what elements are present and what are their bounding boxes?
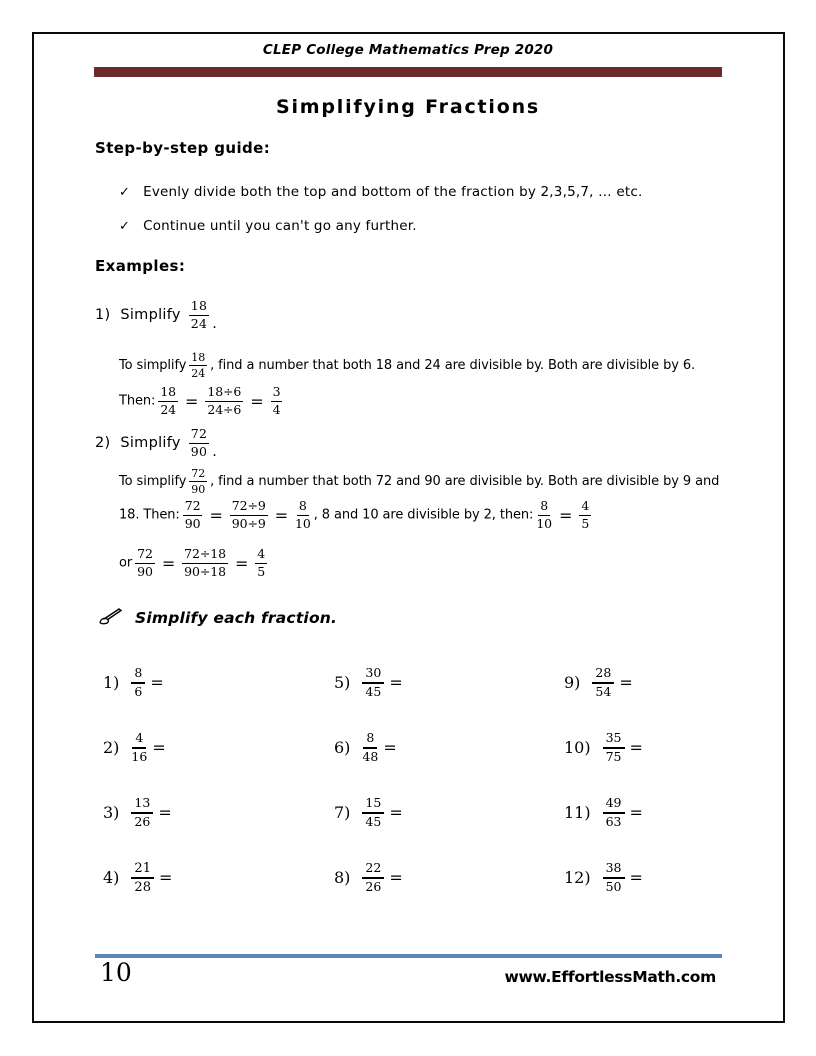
numerator: 8: [538, 500, 550, 516]
denominator: 63: [605, 813, 622, 829]
denominator: 48: [362, 748, 379, 764]
bullet-text: Evenly divide both the top and bottom of the fraction by 2,3,5,7, … etc.: [143, 184, 643, 200]
numerator: 72: [183, 500, 203, 516]
website-link[interactable]: www.EffortlessMath.com: [504, 968, 716, 986]
fraction: [536, 500, 552, 530]
problem-5: [334, 650, 564, 715]
equals-sign: =: [250, 391, 264, 411]
problem-11: [564, 780, 744, 845]
denominator: 5: [581, 515, 590, 531]
denominator: 54: [595, 683, 612, 699]
fraction: [579, 500, 591, 530]
page-title: Simplifying Fractions: [275, 96, 541, 118]
numerator: 30: [362, 667, 384, 684]
text-segment: 18. Then:: [119, 507, 180, 523]
prompt-word: Simplify: [120, 307, 181, 323]
check-icon: ✓: [119, 185, 131, 200]
numerator: 35: [603, 732, 625, 749]
example-1-prompt: [95, 300, 217, 330]
fraction: [205, 386, 243, 416]
fraction: [255, 548, 267, 578]
fraction: [182, 548, 228, 578]
problem-fraction: [131, 667, 145, 698]
problem-3: [103, 780, 334, 845]
numerator: 18: [158, 386, 178, 402]
problem-fraction: [603, 797, 625, 828]
numerator: 72: [135, 548, 155, 564]
denominator: 45: [365, 683, 382, 699]
numerator: 3: [271, 386, 283, 402]
problem-number: 6): [334, 738, 351, 757]
problem-9: [564, 650, 744, 715]
problem-number: 5): [334, 673, 351, 692]
problem-number: 4): [103, 868, 120, 887]
denominator: 5: [257, 563, 266, 579]
denominator: 90: [137, 563, 153, 579]
denominator: 50: [605, 878, 622, 894]
problem-6: [334, 715, 564, 780]
numerator: 18: [189, 300, 210, 316]
denominator: 10: [536, 515, 553, 531]
denominator: 90÷9: [231, 515, 266, 531]
problems-grid: [103, 650, 744, 910]
text-segment: To simplify: [119, 474, 187, 489]
denominator: 90÷18: [184, 563, 226, 579]
page-number: 10: [100, 958, 132, 987]
equals-sign: =: [161, 553, 176, 573]
problem-number: 2): [103, 738, 120, 757]
numerator: 72: [189, 428, 210, 444]
problem-fraction: [131, 732, 147, 763]
text-segment: , find a number that both 72 and 90 are divisible by. Both are divisible by 9 and: [210, 474, 720, 489]
numerator: 72: [191, 467, 206, 480]
fraction: [189, 352, 207, 379]
problem-number: 10): [564, 738, 591, 757]
denominator: 26: [134, 813, 151, 829]
prompt-word: Simplify: [120, 435, 181, 451]
numerator: 72÷9: [230, 500, 268, 516]
text-segment: , 8 and 10 are divisible by 2, then:: [313, 507, 534, 523]
fraction: [189, 468, 207, 495]
problem-8: [334, 845, 564, 910]
fraction: [189, 428, 210, 458]
denominator: 10: [295, 515, 311, 531]
equals-sign: =: [559, 505, 573, 525]
problem-fraction: [603, 732, 625, 763]
equals-sign: =: [234, 553, 249, 573]
book-title: CLEP College Mathematics Prep 2020: [262, 42, 554, 58]
fraction: [158, 386, 178, 416]
equals-sign: =: [150, 673, 164, 692]
problem-number: 7): [334, 803, 351, 822]
denominator: 90: [190, 443, 208, 459]
numerator: 38: [603, 862, 625, 879]
problem-fraction: [131, 862, 154, 894]
numerator: 49: [603, 797, 625, 814]
numerator: 21: [131, 862, 154, 879]
denominator: 45: [365, 813, 382, 829]
examples-heading: Examples:: [95, 257, 186, 275]
numerator: 8: [297, 500, 309, 516]
text-segment: , find a number that both 18 and 24 are divisible by. Both are divisible by 6.: [210, 358, 696, 373]
equals-sign: =: [629, 803, 643, 822]
period: .: [212, 316, 218, 332]
equals-sign: =: [274, 505, 288, 525]
numerator: 15: [362, 797, 384, 814]
problem-number: 11): [564, 803, 591, 822]
problem-fraction: [592, 667, 614, 698]
guide-bullet-1: [119, 184, 739, 200]
fraction: [295, 500, 311, 530]
equals-sign: =: [158, 868, 173, 887]
problem-fraction: [362, 732, 378, 763]
numerator: 28: [592, 667, 614, 684]
fraction: [271, 386, 283, 416]
equals-sign: =: [619, 673, 633, 692]
numerator: 18: [191, 351, 206, 364]
example-1-solution: [119, 386, 285, 416]
problem-fraction: [362, 862, 384, 893]
text-segment: Then:: [119, 393, 156, 409]
text-segment: To simplify: [119, 358, 187, 373]
example-2-explanation: [119, 468, 719, 495]
numerator: 8: [363, 732, 377, 749]
denominator: 75: [605, 748, 622, 764]
text-segment: or: [119, 555, 133, 571]
example-number: 2): [95, 435, 111, 451]
problem-fraction: [603, 862, 625, 893]
problem-4: [103, 845, 334, 910]
problem-10: [564, 715, 744, 780]
problem-number: 8): [334, 868, 351, 887]
equals-sign: =: [629, 868, 643, 887]
guide-bullet-2: [119, 218, 739, 234]
denominator: 24÷6: [207, 401, 242, 417]
header-rule: [94, 67, 722, 77]
directive-text: Simplify each fraction.: [135, 608, 338, 627]
guide-heading: Step-by-step guide:: [95, 139, 271, 157]
example-2-prompt: [95, 428, 217, 458]
denominator: 90: [184, 515, 201, 531]
bullet-text: Continue until you can't go any further.: [143, 218, 417, 234]
equals-sign: =: [389, 673, 403, 692]
fraction: [189, 300, 210, 330]
equals-sign: =: [389, 868, 403, 887]
example-number: 1): [95, 307, 111, 323]
numerator: 8: [131, 667, 145, 684]
problem-number: 9): [564, 673, 581, 692]
denominator: 24: [160, 401, 177, 417]
equals-sign: =: [389, 803, 403, 822]
problem-7: [334, 780, 564, 845]
example-2-alternate: [119, 548, 270, 578]
period: .: [212, 444, 218, 460]
numerator: 4: [255, 548, 267, 564]
exercise-directive: [98, 606, 337, 629]
example-2-solution: [119, 500, 594, 530]
equals-sign: =: [185, 391, 199, 411]
problem-number: 12): [564, 868, 591, 887]
writing-hand-icon: [98, 606, 125, 629]
equals-sign: =: [152, 738, 166, 757]
denominator: 16: [131, 748, 148, 764]
denominator: 4: [272, 401, 281, 417]
problem-fraction: [362, 797, 384, 828]
check-icon: ✓: [119, 219, 131, 234]
fraction: [230, 500, 268, 530]
numerator: 13: [131, 797, 153, 814]
problem-fraction: [131, 797, 153, 828]
problem-fraction: [362, 667, 384, 698]
footer-rule: [95, 954, 722, 958]
equals-sign: =: [158, 803, 172, 822]
problem-number: 3): [103, 803, 120, 822]
equals-sign: =: [209, 505, 223, 525]
numerator: 22: [362, 862, 384, 879]
denominator: 6: [134, 683, 143, 699]
problem-number: 1): [103, 673, 120, 692]
fraction: [135, 548, 155, 578]
problem-2: [103, 715, 334, 780]
denominator: 24: [191, 367, 206, 380]
denominator: 28: [134, 879, 151, 895]
fraction: [183, 500, 203, 530]
numerator: 4: [132, 732, 146, 749]
equals-sign: =: [629, 738, 643, 757]
numerator: 72÷18: [182, 548, 228, 564]
denominator: 90: [191, 483, 206, 496]
problem-1: [103, 650, 334, 715]
numerator: 18÷6: [205, 386, 243, 402]
numerator: 4: [579, 500, 591, 516]
example-1-explanation: [119, 352, 695, 379]
equals-sign: =: [383, 738, 397, 757]
denominator: 26: [365, 878, 382, 894]
denominator: 24: [190, 315, 208, 331]
problem-12: [564, 845, 744, 910]
